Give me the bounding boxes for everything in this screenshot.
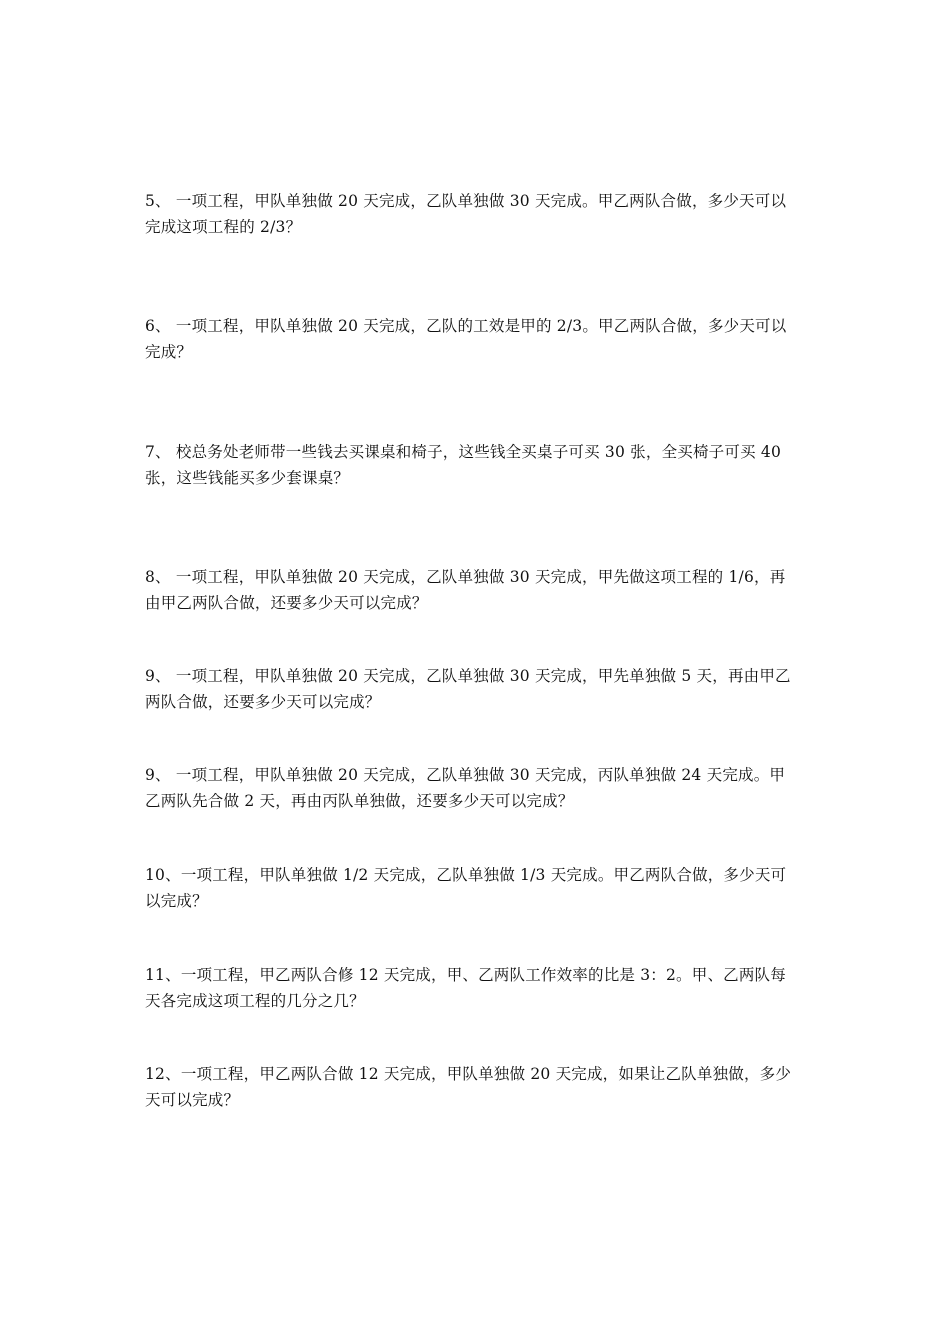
problem-12 bbox=[145, 1061, 810, 1113]
problem-text-line: 由甲乙两队合做，还要多少天可以完成？ bbox=[145, 594, 428, 612]
problem-5 bbox=[145, 188, 810, 240]
problem-text-line: 两队合做，还要多少天可以完成？ bbox=[145, 693, 381, 711]
problem-text-line: 12、一项工程，甲乙两队合做 12 天完成，甲队单独做 20 天完成，如果让乙队单独做，多少 bbox=[145, 1065, 792, 1083]
problem-text-line: 11、一项工程，甲乙两队合修 12 天完成，甲、乙两队工作效率的比是 3：2。甲、乙两队每 bbox=[145, 966, 786, 984]
problem-text-line: 乙两队先合做 2 天，再由丙队单独做，还要多少天可以完成？ bbox=[145, 792, 574, 810]
problem-text-line: 完成？ bbox=[145, 343, 193, 361]
problem-9b bbox=[145, 762, 810, 814]
problem-9a bbox=[145, 663, 810, 715]
problem-10 bbox=[145, 862, 810, 914]
problem-11 bbox=[145, 962, 810, 1014]
problem-text-line: 天可以完成？ bbox=[145, 1091, 240, 1109]
problem-text-line: 10、一项工程，甲队单独做 1/2 天完成，乙队单独做 1/3 天完成。甲乙两队合做，多少天可 bbox=[145, 866, 787, 884]
problem-text-line: 以完成？ bbox=[145, 892, 208, 910]
problem-8 bbox=[145, 564, 810, 616]
problem-text-line: 9、 一项工程，甲队单独做 20 天完成，乙队单独做 30 天完成，丙队单独做 24 天完成。甲 bbox=[145, 766, 786, 784]
problem-text-line: 5、 一项工程，甲队单独做 20 天完成，乙队单独做 30 天完成。甲乙两队合做，多少天可以 bbox=[145, 192, 787, 210]
problem-6 bbox=[145, 313, 810, 365]
problem-text-line: 张，这些钱能买多少套课桌？ bbox=[145, 469, 350, 487]
problem-text-line: 9、 一项工程，甲队单独做 20 天完成，乙队单独做 30 天完成，甲先单独做 5 天，再由甲乙 bbox=[145, 667, 791, 685]
problem-text-line: 8、 一项工程，甲队单独做 20 天完成，乙队单独做 30 天完成，甲先做这项工程的 1/6，再 bbox=[145, 568, 786, 586]
problem-text-line: 7、 校总务处老师带一些钱去买课桌和椅子，这些钱全买桌子可买 30 张，全买椅子可买 40 bbox=[145, 443, 782, 461]
problem-text-line: 6、 一项工程，甲队单独做 20 天完成，乙队的工效是甲的 2/3。甲乙两队合做，多少天可以 bbox=[145, 317, 787, 335]
problem-7 bbox=[145, 439, 810, 491]
problem-text-line: 天各完成这项工程的几分之几？ bbox=[145, 992, 365, 1010]
problem-text-line: 完成这项工程的 2/3？ bbox=[145, 218, 302, 236]
